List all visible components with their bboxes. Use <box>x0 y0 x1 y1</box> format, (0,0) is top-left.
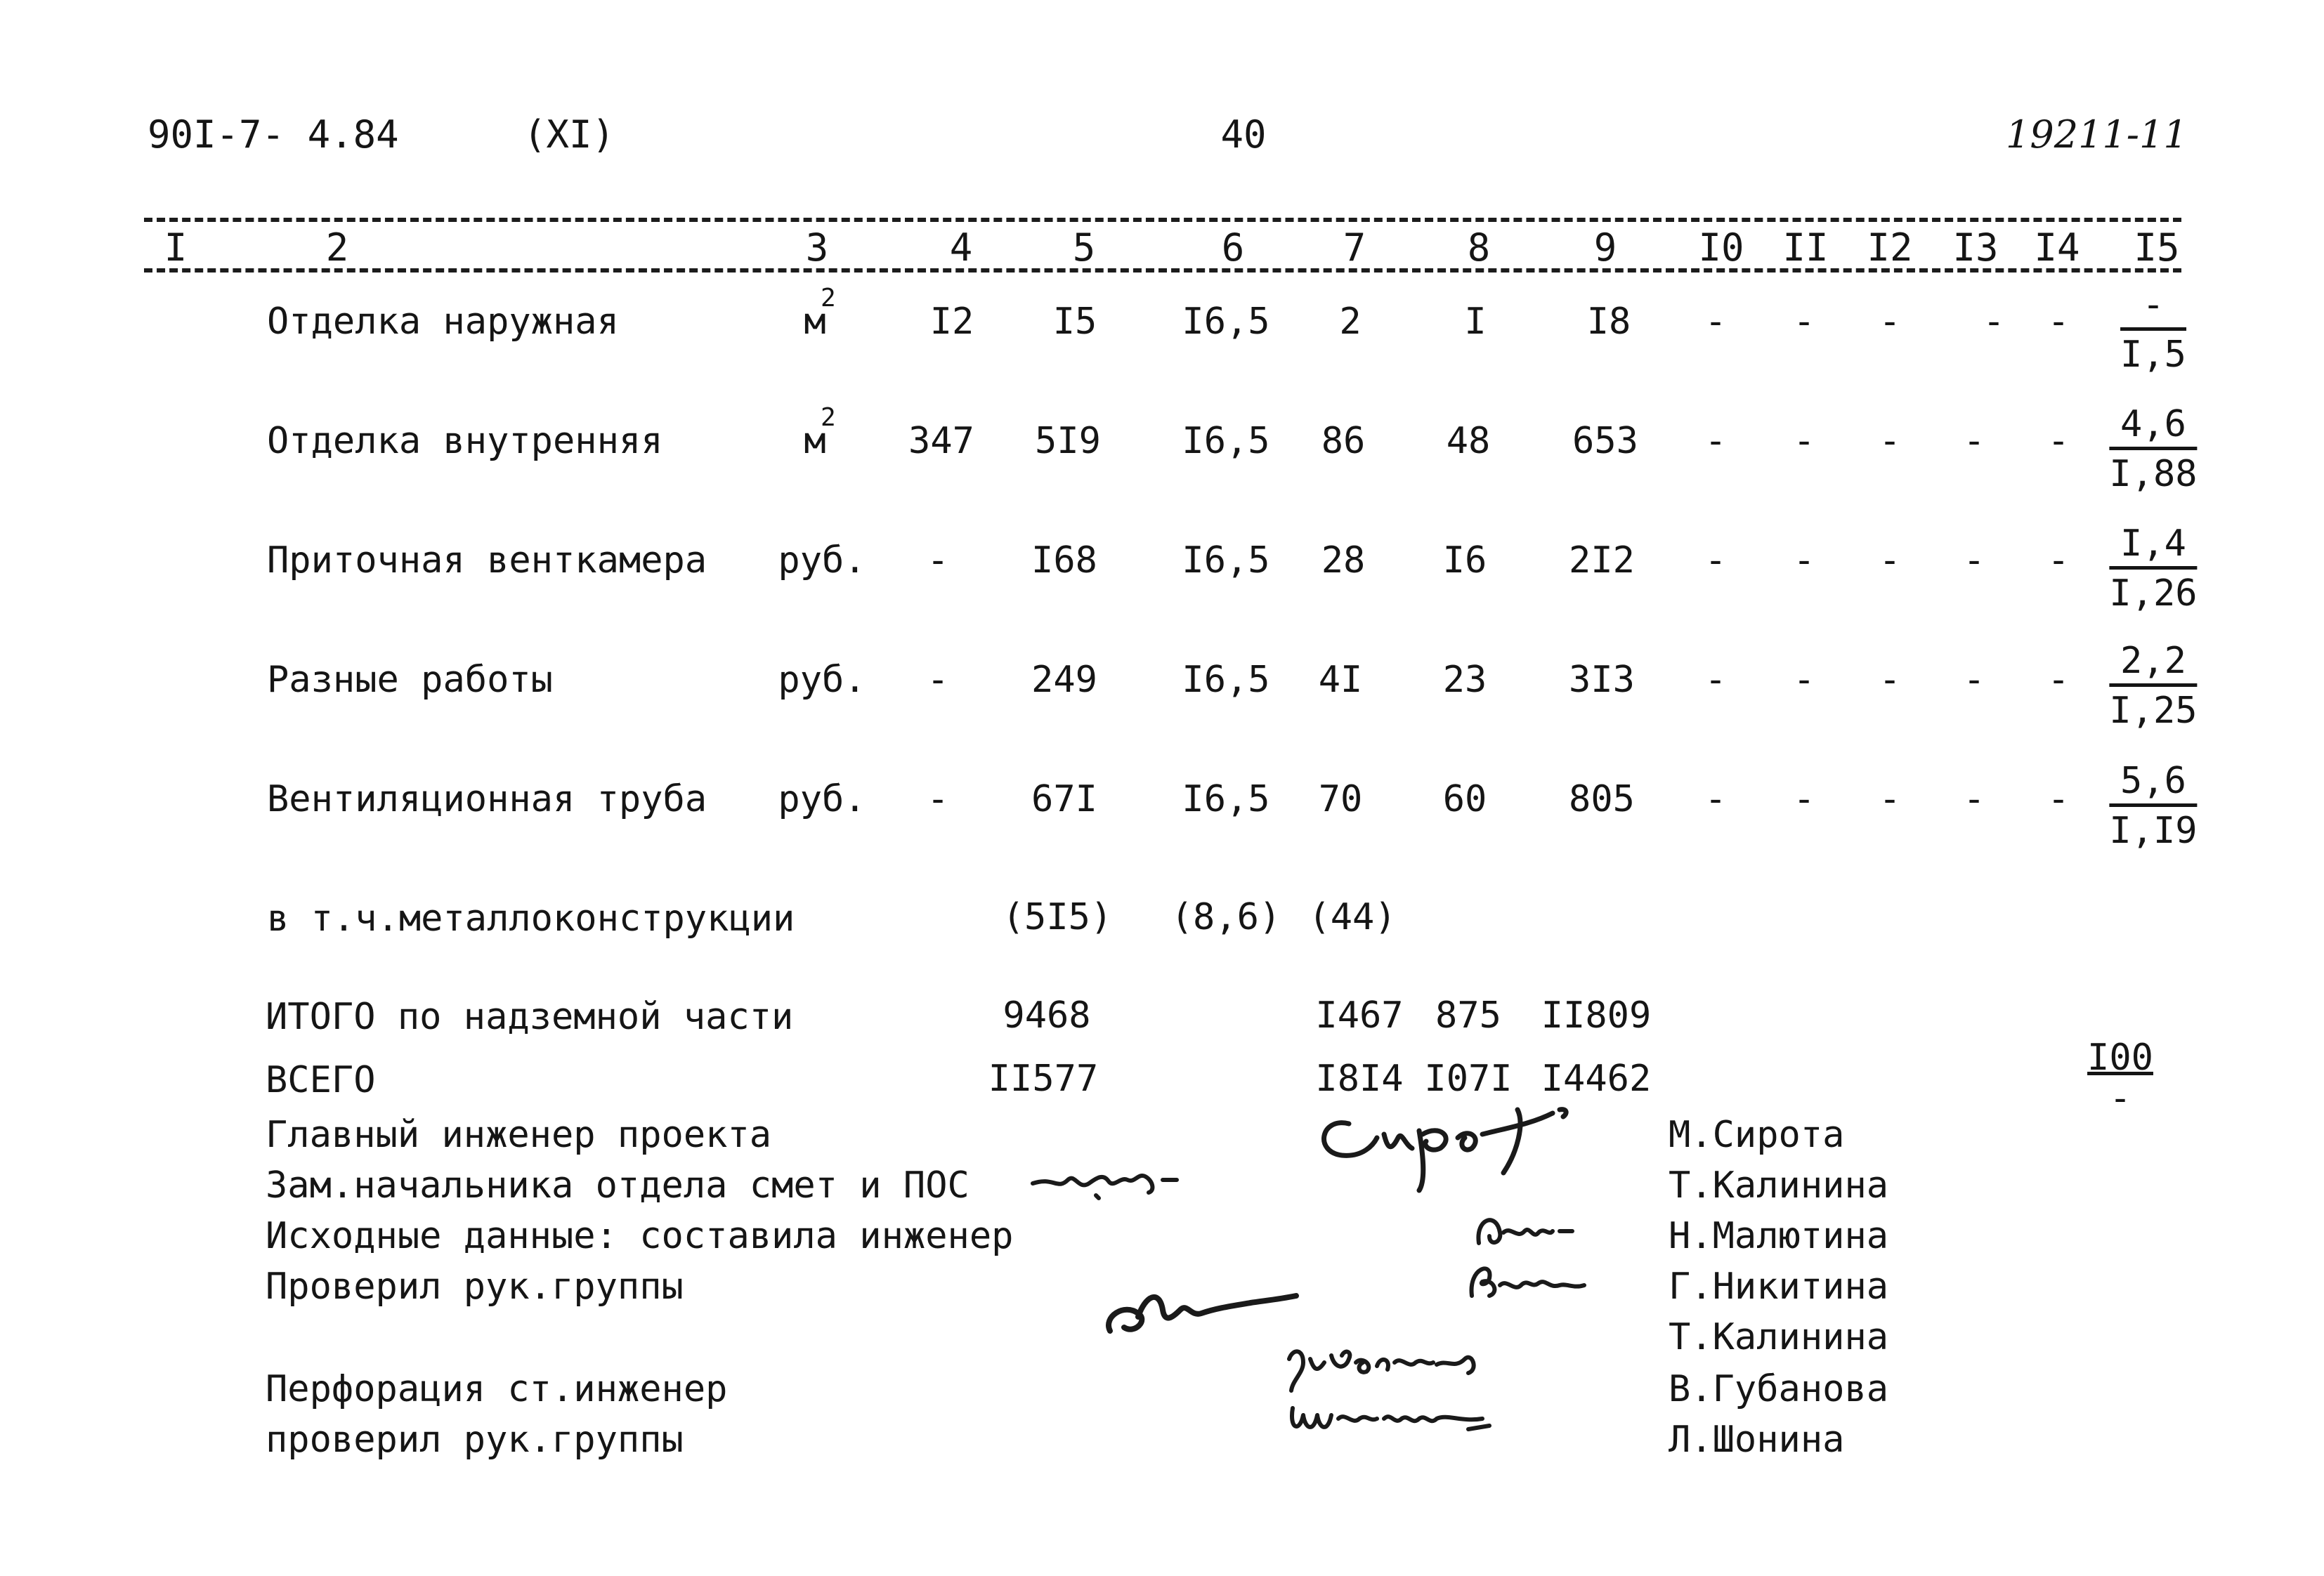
col-header-15: I5 <box>2134 225 2180 270</box>
cell-col9: I8 <box>1586 301 1631 343</box>
cell-col11: - <box>1793 778 1815 820</box>
col-header-13: I3 <box>1952 225 1999 270</box>
row-unit: м <box>804 420 826 462</box>
cell-col15-fraction <box>2120 284 2186 376</box>
cell-col7: 70 <box>1318 778 1363 820</box>
col-header-3: 3 <box>805 225 829 270</box>
role-group-lead-check: Проверил рук.группы <box>266 1266 684 1308</box>
unit-superscript: 2 <box>821 403 836 432</box>
fraction-denominator: I,88 <box>2109 453 2198 495</box>
cell-col11: - <box>1793 659 1815 701</box>
part-number: (XI) <box>523 112 615 157</box>
signature-malyutina-handwritten <box>1468 1204 1581 1261</box>
row-name: Вентиляционная труба <box>267 778 707 820</box>
cell-col12: - <box>1879 659 1901 701</box>
cell-col5: I5 <box>1052 301 1097 343</box>
fraction-numerator: - <box>2120 287 2186 331</box>
fraction-denominator: I,5 <box>2120 334 2186 376</box>
name-kalinina: Т.Калинина <box>1669 1164 1889 1207</box>
cell-col13: - <box>1963 778 1985 820</box>
role-group-lead-check-2: проверил рук.группы <box>266 1419 684 1461</box>
row-unit: руб. <box>778 539 866 582</box>
cell-col14: - <box>2047 539 2070 582</box>
cell-col14: - <box>2047 420 2070 462</box>
cell-col12: - <box>1879 301 1901 343</box>
col-header-14: I4 <box>2034 225 2080 270</box>
row-name: Отделка внутренняя <box>267 420 663 462</box>
signature-kalinina-handwritten <box>1026 1152 1208 1208</box>
cell-col5: II577 <box>988 1058 1099 1100</box>
cell-col10: - <box>1704 301 1727 343</box>
name-gubanova: В.Губанова <box>1669 1368 1889 1410</box>
role-deputy-head: Зам.начальника отдела смет и ПОС <box>266 1164 970 1207</box>
document-code: 90I-7- 4.84 <box>148 112 399 157</box>
cell-col9: 2I2 <box>1569 539 1635 582</box>
cell-col15-fraction <box>2083 1039 2157 1117</box>
fraction-denominator: I,I9 <box>2109 810 2198 852</box>
fraction-numerator: I,4 <box>2109 525 2197 570</box>
row-name: в т.ч.металлоконструкции <box>267 898 795 940</box>
cell-col7: (44) <box>1308 896 1397 938</box>
cell-col15-fraction <box>2109 760 2198 852</box>
name-sirota: М.Сирота <box>1669 1114 1845 1156</box>
cell-col6: (8,6) <box>1170 896 1281 938</box>
cell-col4: - <box>927 778 949 820</box>
col-header-12: I2 <box>1867 225 1913 270</box>
cell-col7: 28 <box>1321 539 1366 582</box>
name-shonina: Л.Шонина <box>1669 1419 1845 1461</box>
cell-col10: - <box>1704 659 1727 701</box>
cell-col4: - <box>927 539 949 582</box>
cell-col15-fraction <box>2109 523 2198 615</box>
cell-col4: - <box>927 659 949 701</box>
cell-col8: I <box>1464 301 1487 343</box>
cell-col14: - <box>2047 659 2070 701</box>
col-header-11: II <box>1782 225 1829 270</box>
col-header-8: 8 <box>1467 225 1491 270</box>
archive-number: 19211-11 <box>2006 112 2188 157</box>
cell-col6: I6,5 <box>1182 659 1270 701</box>
fraction-denominator: I,25 <box>2109 690 2198 732</box>
row-unit: м <box>804 301 826 343</box>
col-header-10: I0 <box>1698 225 1744 270</box>
col-header-6: 6 <box>1221 225 1245 270</box>
col-header-5: 5 <box>1072 225 1096 270</box>
cell-col15-fraction <box>2109 403 2198 495</box>
cell-col7: 86 <box>1321 420 1366 462</box>
cell-col12: - <box>1879 539 1901 582</box>
cell-col5: 5I9 <box>1035 420 1101 462</box>
row-name: Приточная венткамера <box>267 539 707 582</box>
cell-col11: - <box>1793 301 1815 343</box>
cell-col8: 48 <box>1446 420 1491 462</box>
fraction-numerator: 5,6 <box>2109 763 2197 807</box>
cell-col6: I6,5 <box>1182 301 1270 343</box>
cell-col13: - <box>1963 420 1985 462</box>
name-kalinina-2: Т.Калинина <box>1669 1316 1889 1358</box>
fraction-denominator: - <box>2109 1077 2132 1119</box>
cell-col5: I68 <box>1031 539 1097 582</box>
cell-col8: I07I <box>1424 1058 1513 1100</box>
cell-col4: 347 <box>908 420 974 462</box>
cell-col6: I6,5 <box>1182 420 1270 462</box>
cell-col10: - <box>1704 539 1727 582</box>
unit-superscript: 2 <box>821 284 836 313</box>
cell-col8: 875 <box>1435 994 1501 1037</box>
signature-sirota-handwritten <box>1307 1096 1602 1194</box>
fraction-numerator: 4,6 <box>2109 406 2197 450</box>
cell-col7: I8I4 <box>1315 1058 1404 1100</box>
cell-col7: 2 <box>1339 301 1362 343</box>
cell-col15-fraction <box>2109 640 2198 732</box>
row-unit: руб. <box>778 778 866 820</box>
role-chief-engineer: Главный инженер проекта <box>266 1114 772 1156</box>
col-header-7: 7 <box>1343 225 1366 270</box>
cell-col9: 3I3 <box>1569 659 1635 701</box>
fraction-numerator: I00 <box>2087 1037 2153 1079</box>
col-header-4: 4 <box>949 225 973 270</box>
col-header-1: I <box>164 225 188 270</box>
cell-col5: (5I5) <box>1002 896 1113 938</box>
cell-col9: I4462 <box>1541 1058 1652 1100</box>
role-source-data-engineer: Исходные данные: составила инженер <box>266 1215 1014 1257</box>
row-name: Разные работы <box>267 659 553 701</box>
cell-col14: - <box>2047 301 2070 343</box>
signature-group-lead-handwritten <box>1096 1275 1307 1345</box>
cell-col5: 9468 <box>1003 994 1091 1037</box>
cell-col14: - <box>2047 778 2070 820</box>
cell-col8: 60 <box>1442 778 1487 820</box>
cell-col9: II809 <box>1541 994 1652 1037</box>
cell-col11: - <box>1793 420 1815 462</box>
cell-col12: - <box>1879 778 1901 820</box>
cell-col8: I6 <box>1442 539 1487 582</box>
row-name: Отделка наружная <box>267 301 619 343</box>
cell-col11: - <box>1793 539 1815 582</box>
page-number: 40 <box>1220 112 1267 157</box>
cell-col13: - <box>1983 301 2005 343</box>
name-nikitina: Г.Никитина <box>1669 1266 1889 1308</box>
cell-col7: 4I <box>1318 659 1363 701</box>
row-name: ВСЕГО <box>266 1059 376 1101</box>
cell-col7: I467 <box>1315 994 1404 1037</box>
header-top-rule <box>144 218 2181 222</box>
col-header-2: 2 <box>325 225 349 270</box>
cell-col9: 653 <box>1572 420 1638 462</box>
cell-col9: 805 <box>1569 778 1635 820</box>
cell-col8: 23 <box>1442 659 1487 701</box>
cell-col5: 249 <box>1031 659 1097 701</box>
col-header-9: 9 <box>1593 225 1617 270</box>
cell-col6: I6,5 <box>1182 539 1270 582</box>
row-name: ИТОГО по надземной части <box>266 996 794 1038</box>
signature-gubanova-handwritten <box>1279 1331 1503 1394</box>
cell-col13: - <box>1963 659 1985 701</box>
cell-col10: - <box>1704 778 1727 820</box>
role-perforation-engineer: Перфорация ст.инженер <box>266 1368 728 1410</box>
cell-col6: I6,5 <box>1182 778 1270 820</box>
signature-shonina-handwritten <box>1279 1387 1517 1443</box>
signature-nikitina-handwritten <box>1461 1254 1595 1310</box>
row-unit: руб. <box>778 659 866 701</box>
cell-col5: 67I <box>1031 778 1097 820</box>
cell-col4: I2 <box>929 301 974 343</box>
fraction-numerator: 2,2 <box>2109 643 2197 687</box>
name-malyutina: Н.Малютина <box>1669 1215 1889 1257</box>
cell-col13: - <box>1963 539 1985 582</box>
cell-col10: - <box>1704 420 1727 462</box>
fraction-denominator: I,26 <box>2109 572 2198 615</box>
cell-col12: - <box>1879 420 1901 462</box>
